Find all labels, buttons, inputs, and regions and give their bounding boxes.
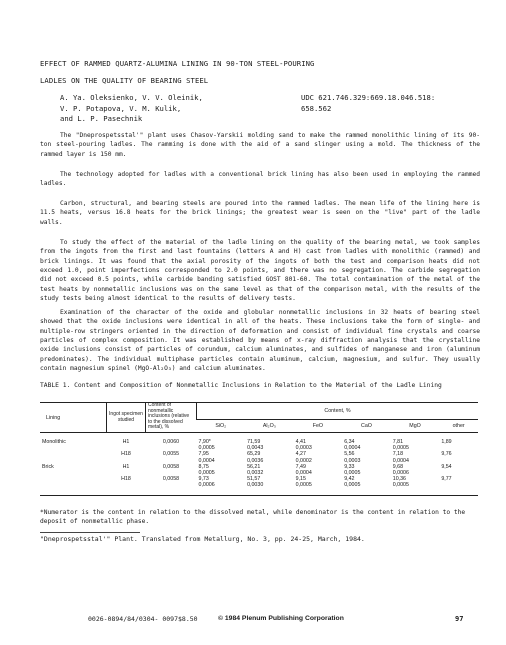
cell-feo: 7,49 0,0004 xyxy=(295,463,312,477)
col-header-content-of: Content of nonmetallic inclusions (relative to the dissolved metal), % xyxy=(146,403,197,433)
cell-cao: 9,42 0,0005 xyxy=(342,476,391,495)
paragraph-5: Examination of the character of the oxide and globular nonmetallic inclusions in 32 heats of bearing steel showed that the oxide inclusions were identical in all of the heats. These inclusions take the form of single- and multiple-row stringers oriented in the direction of deformation and consist of individual fine crystals and coarse particles of complex composition. It was established by means of x-ray diffraction analysis that the crystalline oxide inclusions consist of particles of corundum, calcium aluminates, and sulfides of manganese and iron (aluminum predominates). The individual multiphase particles contain aluminum, calcium, magnesium, and sulfur. They usually contain magnesium spinel (MgO-Al₂O₃) and calcium aluminates. xyxy=(40,309,480,373)
cell-content: 0,0055 xyxy=(162,451,180,458)
cell-ingot: H1 xyxy=(122,439,130,445)
cell-cao: 9,33 0,0005 xyxy=(344,463,361,477)
cell-sio2: 7,90* 0,0005 xyxy=(198,439,215,452)
col-header-other: other xyxy=(439,420,478,433)
cell-other: 9,54 xyxy=(441,463,452,470)
col-header-lining: Lining xyxy=(40,403,107,433)
cell-feo: 4,27 0,0002 xyxy=(295,451,312,464)
table-row xyxy=(40,476,478,495)
copyright-line: © 1984 Plenum Publishing Corporation xyxy=(218,615,344,622)
title-line-2: LADLES ON THE QUALITY OF BEARING STEEL xyxy=(40,76,209,85)
cell-al2o3: 56,21 0,0032 xyxy=(247,463,264,477)
col-header-cao: CaO xyxy=(342,420,391,433)
cell-other: 1,89 xyxy=(441,439,452,445)
cell-mgo: 10,36 0,0005 xyxy=(391,476,440,495)
table-row xyxy=(40,464,478,476)
table-row xyxy=(40,433,478,452)
paragraph-1: The "Dneprospetsstal'" plant uses Chasov-Yarskii molding sand to make the rammed monolithic lining of its 90-ton steel-pouring ladles. The ramming is done with the aid of a sand slinger using a mold. The thickness of the rammed layer is 150 mm. xyxy=(40,132,480,158)
cell-content: 0,0060 xyxy=(162,439,180,445)
cell-mgo: 7,18 0,0004 xyxy=(392,451,409,464)
author-list: A. Ya. Oleksienko, V. V. Oleinik, V. P. Potapova, V. M. Kulik, and L. P. Pasechnik xyxy=(60,93,203,124)
cell-mgo: 7,81 0,0005 xyxy=(392,439,409,452)
paragraph-4: To study the effect of the material of the ladle lining on the quality of the bearing metal, we took samples from the ingots from the first and last fountains (letters A and H) cast from ladles with monolithic (rammed) and brick linings. It was found that the axial porosity of the ingots of both the test and comparison heats did not exceed 1.0, point imperfections corresponded to 2.0 points, and there was no segregation. The carbide segregation did not exceed 0.5 points, while carbide banding satisfied GOST 801-60. The total contamination of the metal of the test heats by nonmetallic inclusions was on the same level as that of the comparison metal, with the results of the study tests being almost identical to the results of delivery tests. xyxy=(40,239,480,303)
cell-ingot: H18 xyxy=(107,476,146,495)
title-line-1: EFFECT OF RAMMED QUARTZ-ALUMINA LINING IN 90-TON STEEL-POURING xyxy=(40,59,315,68)
table-footnote: *Numerator is the content in relation to the dissolved metal, while denominator is the content in relation to the deposit of nonmetallic phase. xyxy=(40,509,466,525)
cell-content: 0,0058 xyxy=(146,476,197,495)
cell-feo: 4,41 0,0003 xyxy=(295,439,312,452)
cell-sio2: 8,75 0,0005 xyxy=(198,463,215,477)
col-header-sio2: SiO₂ xyxy=(197,420,246,433)
cell-al2o3: 71,59 0,0043 xyxy=(247,439,264,452)
udc-code: UDC 621.746.329:669.18.046.518: 658.562 xyxy=(301,93,436,113)
paragraph-2: The technology adopted for ladles with a conventional brick lining has also been used in employing the rammed ladles. xyxy=(40,171,480,188)
journal-code: 0026-0894/84/0304- 0097$8.50 xyxy=(88,615,198,623)
translation-note: "Dneprospetsstal'" Plant. Translated from Metallurg, No. 3, pp. 24-25, March, 1984. xyxy=(40,535,365,543)
col-header-content-pct: Content, % xyxy=(197,403,479,420)
page-number: 97 xyxy=(455,615,464,623)
paragraph-3: Carbon, structural, and bearing steels are poured into the rammed ladles. The mean life of the lining here is 11.5 heats, versus 16.8 heats for the brick linings; the greatest wear is seen on the "live" part of the ladle walls. xyxy=(40,200,480,226)
table-caption: TABLE 1. Content and Composition of Nonmetallic Inclusions in Relation to the Material of the Ladle Lining xyxy=(40,382,442,389)
cell-cao: 5,56 0,0003 xyxy=(344,451,361,464)
cell-other: 9,77 xyxy=(439,476,478,495)
col-header-feo: FeO xyxy=(294,420,343,433)
col-header-mgo: MgO xyxy=(391,420,440,433)
cell-ingot: H1 xyxy=(122,463,130,470)
cell-al2o3: 51,57 0,0030 xyxy=(245,476,294,495)
inclusions-table xyxy=(40,402,478,496)
col-header-ingot: Ingot specimen studied xyxy=(107,403,146,433)
col-header-al2o3: Al₂O₃ xyxy=(245,420,294,433)
table-row xyxy=(40,451,478,463)
cell-feo: 9,15 0,0005 xyxy=(294,476,343,495)
cell-other: 9,76 xyxy=(441,451,452,458)
cell-ingot: H18 xyxy=(121,451,131,458)
cell-cao: 6,34 0,0004 xyxy=(344,439,361,452)
cell-sio2: 9,73 0,0006 xyxy=(197,476,246,495)
cell-sio2: 7,95 0,0004 xyxy=(198,451,215,464)
cell-mgo: 9,68 0,0006 xyxy=(392,463,409,477)
cell-lining xyxy=(40,451,107,463)
cell-lining xyxy=(40,476,107,495)
footnote-divider xyxy=(40,532,140,533)
article-title xyxy=(40,55,480,89)
cell-content: 0,0058 xyxy=(162,463,180,470)
cell-lining: Monolithic xyxy=(42,439,66,445)
cell-al2o3: 65,29 0,0036 xyxy=(247,451,264,464)
cell-lining: Brick xyxy=(42,463,54,470)
